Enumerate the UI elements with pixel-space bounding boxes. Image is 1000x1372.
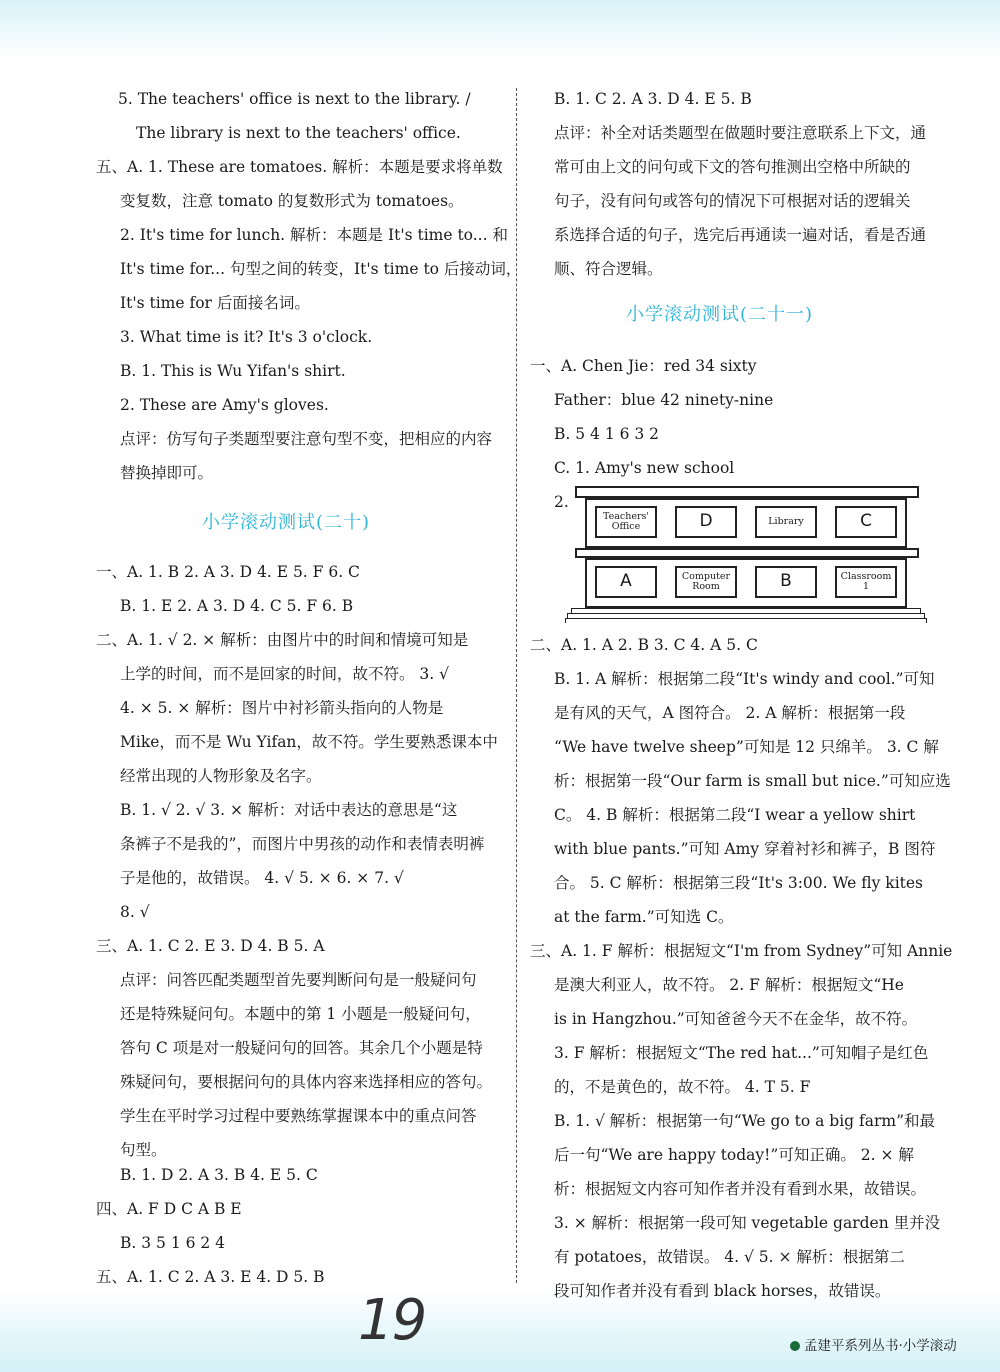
left-text-line: It's time for 后面接名词。 [120, 294, 310, 312]
right-text-line: 后一句“We are happy today!”可知正确。 2. × 解 [554, 1146, 914, 1164]
right-text-line: 3. × 解析：根据第一段可知 vegetable garden 里并没 [554, 1214, 941, 1232]
right-text-line: with blue pants.”可知 Amy 穿着衬衫和裤子，B 图符 [554, 840, 936, 858]
left-text-line: 句型。 [120, 1141, 167, 1159]
right-text-line: 顺、符合逻辑。 [554, 260, 663, 278]
room-classroom-1: Classroom 1 [835, 566, 897, 598]
right-text-line: C。 4. B 解析：根据第二段“I wear a yellow shirt [554, 806, 916, 824]
building-floor-lower [585, 558, 907, 608]
right-text-line: C. 1. Amy's new school [554, 459, 735, 477]
left-text-line: 4. × 5. × 解析：图片中衬衫箭头指向的人物是 [120, 699, 444, 717]
left-text-line: 点评：仿写句子类题型要注意句型不变，把相应的内容 [120, 430, 493, 448]
column-divider [516, 88, 517, 1283]
right-text-line: 二、A. 1. A 2. B 3. C 4. A 5. C [530, 636, 758, 654]
room-library: Library [755, 506, 817, 538]
right-text-line: 段可知作者并没有看到 black horses，故错误。 [554, 1282, 891, 1300]
right-text-line: 是澳大利亚人，故不符。 2. F 解析：根据短文“He [554, 976, 904, 994]
right-text-line: 一、A. Chen Jie：red 34 sixty [530, 357, 757, 375]
top-decoration [0, 0, 1000, 60]
left-text-line: 3. What time is it? It's 3 o'clock. [120, 328, 373, 346]
left-text-line: 三、A. 1. C 2. E 3. D 4. B 5. A [96, 937, 325, 955]
right-text-line: 3. F 解析：根据短文“The red hat...”可知帽子是红色 [554, 1044, 929, 1062]
left-text-line: 还是特殊疑问句。本题中的第 1 小题是一般疑问句， [120, 1005, 481, 1023]
right-text-line: 析：根据短文内容可知作者并没有看到水果，故错误。 [554, 1180, 927, 1198]
right-text-line: 合。 5. C 解析：根据第三段“It's 3:00. We fly kites [554, 874, 924, 892]
right-text-line: 句子，没有问句或答句的情况下可根据对话的逻辑关 [554, 192, 911, 210]
right-text-line: Father：blue 42 ninety-nine [554, 391, 774, 409]
right-text-line: 析：根据第一段“Our farm is small but nice.”可知应选 [554, 772, 951, 790]
right-text-line: 的，不是黄色的，故不符。 4. T 5. F [554, 1078, 811, 1096]
room-a: A [595, 566, 657, 598]
left-text-line: It's time for... 句型之间的转变，It's time to 后接动词， [120, 260, 522, 278]
school-building-diagram [565, 486, 925, 626]
room-teachers-office: Teachers' Office [595, 506, 657, 538]
room-d: D [675, 506, 737, 538]
right-text-line: is in Hangzhou.”可知爸爸今天不在金华，故不符。 [554, 1010, 918, 1028]
left-text-line: 殊疑问句，要根据问句的具体内容来选择相应的答句。 [120, 1073, 493, 1091]
left-text-line: B. 1. D 2. A 3. B 4. E 5. C [120, 1166, 318, 1184]
section-title-20: 小学滚动测试(二十) [202, 512, 371, 533]
right-text-line: “We have twelve sheep”可知是 12 只绵羊。 3. C 解 [554, 738, 939, 756]
left-text-line: 上学的时间，而不是回家的时间，故不符。 3. √ [120, 665, 450, 683]
right-text-line: B. 1. C 2. A 3. D 4. E 5. B [554, 90, 752, 108]
left-text-line: 经常出现的人物形象及名字。 [120, 767, 322, 785]
left-text-line: 2. These are Amy's gloves. [120, 396, 329, 414]
left-text-line: B. 1. This is Wu Yifan's shirt. [120, 362, 346, 380]
left-text-line: 二、A. 1. √ 2. × 解析：由图片中的时间和情境可知是 [96, 631, 469, 649]
right-text-line: 常可由上文的问句或下文的答句推测出空格中所缺的 [554, 158, 911, 176]
left-text-line: B. 3 5 1 6 2 4 [120, 1234, 226, 1252]
room-computer-room: Computer Room [675, 566, 737, 598]
right-text-line: 有 potatoes，故错误。 4. √ 5. × 解析：根据第二 [554, 1248, 905, 1266]
left-text-line: 四、A. F D C A B E [96, 1200, 242, 1218]
right-text-line: B. 1. √ 解析：根据第一句“We go to a big farm”和最 [554, 1112, 936, 1130]
left-text-line: B. 1. √ 2. √ 3. × 解析：对话中表达的意思是“这 [120, 801, 458, 819]
building-roof [575, 486, 919, 498]
left-text-line: 五、A. 1. These are tomatoes. 解析：本题是要求将单数 [96, 158, 503, 176]
left-text-line: 一、A. 1. B 2. A 3. D 4. E 5. F 6. C [96, 563, 360, 581]
left-text-line: 五、A. 1. C 2. A 3. E 4. D 5. B [96, 1268, 325, 1286]
right-text-line: 三、A. 1. F 解析：根据短文“I'm from Sydney”可知 Annie [530, 942, 953, 960]
bullet-icon [790, 1341, 800, 1351]
left-text-line: 2. It's time for lunch. 解析：本题是 It's time to... 和 [120, 226, 508, 244]
right-text-line: 2. [554, 493, 569, 511]
section-title-21: 小学滚动测试(二十一) [626, 304, 814, 325]
bottom-decoration [0, 1290, 1000, 1372]
footer-brand-text: 孟建平系列丛书·小学滚动 [804, 1338, 957, 1354]
room-b: B [755, 566, 817, 598]
right-text-line: B. 1. A 解析：根据第二段“It's windy and cool.”可知 [554, 670, 935, 688]
building-floor-upper [585, 498, 907, 548]
left-text-line: 学生在平时学习过程中要熟练掌握课本中的重点问答 [120, 1107, 477, 1125]
left-text-line: 子是他的，故错误。 4. √ 5. × 6. × 7. √ [120, 869, 404, 887]
right-text-line: B. 5 4 1 6 3 2 [554, 425, 660, 443]
left-text-line: The library is next to the teachers' office. [136, 124, 461, 142]
left-text-line: 答句 C 项是对一般疑问句的回答。其余几个小题是特 [120, 1039, 483, 1057]
left-text-line: 变复数，注意 tomato 的复数形式为 tomatoes。 [120, 192, 464, 210]
right-text-line: at the farm.”可知选 C。 [554, 908, 734, 926]
left-text-line: 8. √ [120, 903, 150, 921]
footer-brand [790, 1334, 957, 1354]
left-text-line: 点评：问答匹配类题型首先要判断问句是一般疑问句 [120, 971, 477, 989]
left-text-line: 条裤子不是我的”，而图片中男孩的动作和表情表明裤 [120, 835, 485, 853]
right-text-line: 点评：补全对话类题型在做题时要注意联系上下文，通 [554, 124, 927, 142]
room-c: C [835, 506, 897, 538]
left-text-line: 5. The teachers' office is next to the library. / [118, 90, 471, 108]
left-text-line: B. 1. E 2. A 3. D 4. C 5. F 6. B [120, 597, 354, 615]
right-text-line: 是有风的天气，A 图符合。 2. A 解析：根据第一段 [554, 704, 906, 722]
building-step-3 [565, 618, 927, 623]
page-number: 19 [358, 1288, 426, 1353]
right-text-line: 系选择合适的句子，选完后再通读一遍对话，看是否通 [554, 226, 927, 244]
building-slab [575, 548, 919, 558]
left-text-line: 替换掉即可。 [120, 464, 214, 482]
left-text-line: Mike，而不是 Wu Yifan，故不符。学生要熟悉课本中 [120, 733, 498, 751]
